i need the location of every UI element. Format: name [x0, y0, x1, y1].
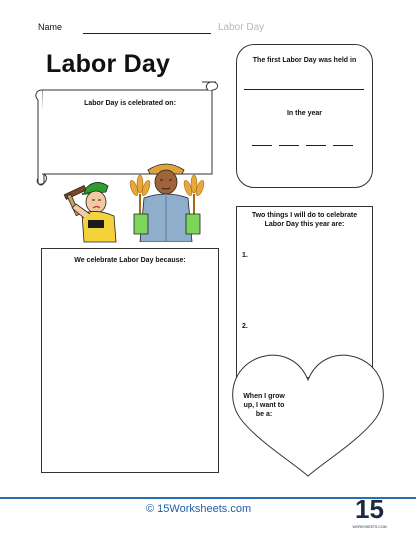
year-prompt: In the year [286, 110, 322, 117]
worksheets-logo [352, 494, 387, 534]
name-label: Name [38, 22, 63, 32]
hammer-worker-illustration [60, 178, 120, 244]
heart-prompt-line3: be a: [255, 411, 273, 418]
because-box[interactable] [41, 248, 219, 473]
worksheet-header-title: Labor Day [218, 22, 265, 33]
item-number-2: 2. [242, 323, 248, 330]
item-number-1: 1. [242, 252, 248, 259]
year-digit-line[interactable] [306, 145, 326, 146]
wheat-worker-illustration [122, 158, 210, 242]
page-title: Labor Day [46, 50, 171, 78]
heart-prompt-line2: up, I want to [243, 402, 285, 409]
logo-number: 15 [355, 494, 384, 524]
heart-prompt-line1: When I grow [243, 393, 285, 400]
name-line [83, 33, 211, 34]
two-things-prompt-line1: Two things I will do to celebrate [251, 212, 358, 219]
logo-word: WORKSHEETS.COM [352, 525, 387, 529]
first-held-prompt: The first Labor Day was held in [252, 57, 357, 64]
place-answer-line[interactable] [244, 89, 364, 90]
because-prompt: We celebrate Labor Day because: [74, 257, 186, 264]
footer-copyright-link[interactable]: © 15Worksheets.com [146, 503, 252, 515]
two-things-prompt-line2: Labor Day this year are: [264, 221, 345, 228]
year-digit-line[interactable] [333, 145, 353, 146]
year-digit-line[interactable] [252, 145, 272, 146]
scroll-prompt: Labor Day is celebrated on: [84, 100, 176, 107]
year-digit-line[interactable] [279, 145, 299, 146]
